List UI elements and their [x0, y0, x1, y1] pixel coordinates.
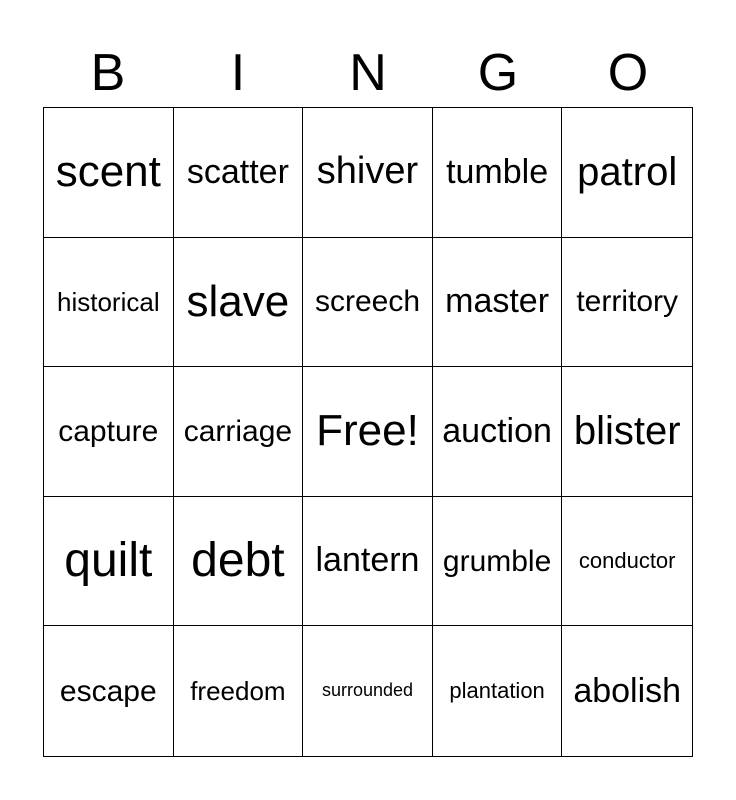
bingo-cell[interactable]: tumble — [433, 108, 563, 238]
bingo-cell[interactable]: auction — [433, 367, 563, 497]
header-letter-i: I — [230, 44, 246, 102]
bingo-header — [43, 40, 693, 106]
bingo-cell[interactable]: scent — [44, 108, 174, 238]
bingo-cell[interactable]: debt — [174, 497, 304, 627]
bingo-cell[interactable]: lantern — [303, 497, 433, 627]
bingo-cell[interactable]: escape — [44, 626, 174, 756]
bingo-cell[interactable]: surrounded — [303, 626, 433, 756]
bingo-cell[interactable]: carriage — [174, 367, 304, 497]
bingo-cell[interactable]: scatter — [174, 108, 304, 238]
bingo-cell[interactable]: conductor — [562, 497, 692, 627]
bingo-cell[interactable]: quilt — [44, 497, 174, 627]
bingo-cell[interactable]: historical — [44, 238, 174, 368]
header-letter-g: G — [477, 44, 519, 102]
bingo-cell[interactable]: grumble — [433, 497, 563, 627]
bingo-cell-free-space[interactable]: Free! — [303, 367, 433, 497]
bingo-cell[interactable]: slave — [174, 238, 304, 368]
header-letter-o: O — [607, 44, 649, 102]
bingo-cell[interactable]: patrol — [562, 108, 692, 238]
header-letter-b: B — [90, 44, 126, 102]
bingo-cell[interactable]: capture — [44, 367, 174, 497]
header-letter-n: N — [349, 44, 387, 102]
bingo-cell[interactable]: screech — [303, 238, 433, 368]
bingo-cell[interactable]: plantation — [433, 626, 563, 756]
bingo-cell[interactable]: freedom — [174, 626, 304, 756]
bingo-cell[interactable]: blister — [562, 367, 692, 497]
bingo-grid — [43, 107, 693, 757]
bingo-cell[interactable]: master — [433, 238, 563, 368]
bingo-cell[interactable]: territory — [562, 238, 692, 368]
bingo-cell[interactable]: abolish — [573, 671, 682, 710]
bingo-cell[interactable]: shiver — [303, 108, 433, 238]
